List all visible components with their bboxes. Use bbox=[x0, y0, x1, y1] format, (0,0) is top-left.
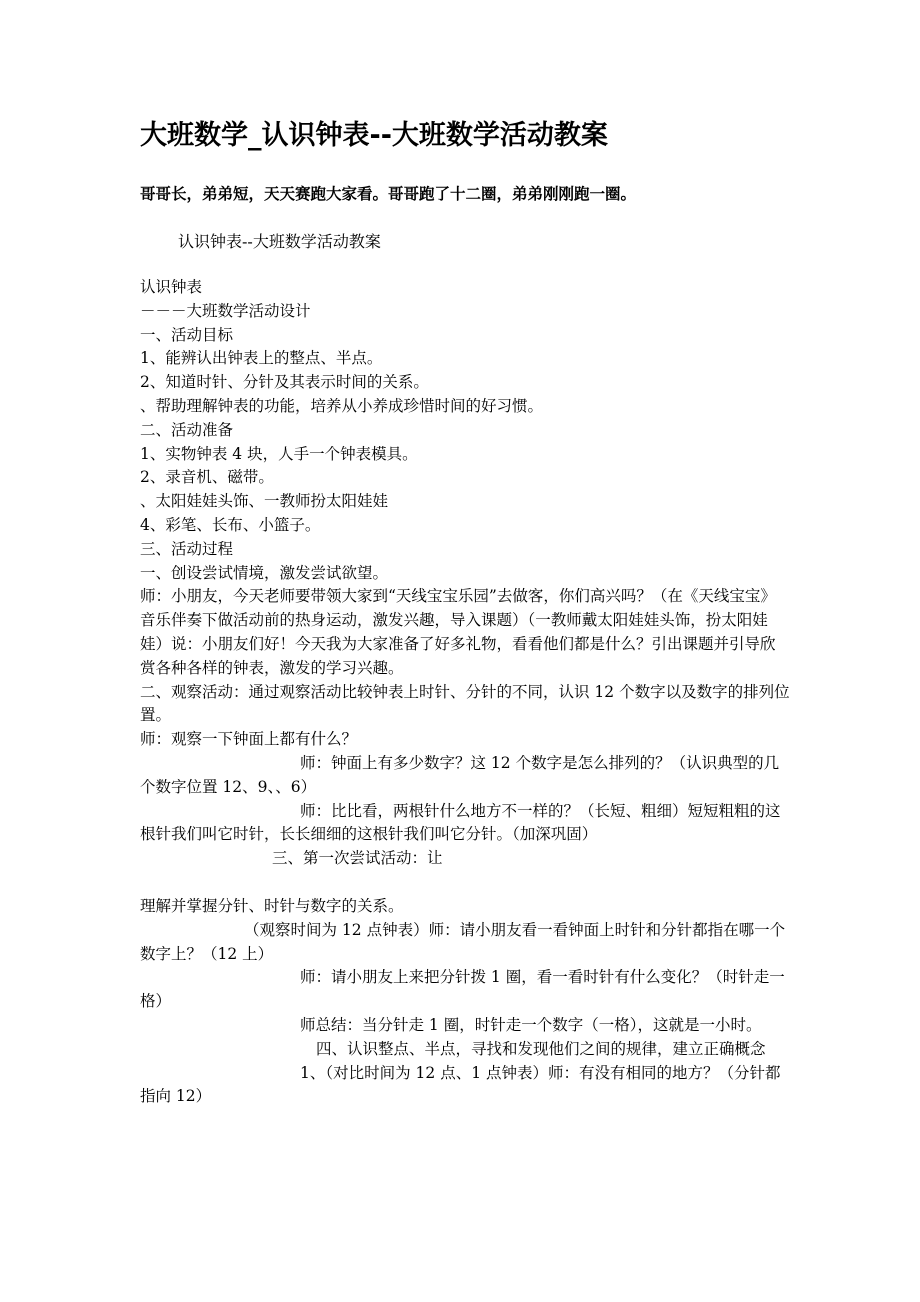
list-item: 、帮助理解钟表的功能，培养从小养成珍惜时间的好习惯。 bbox=[140, 396, 544, 415]
riddle-line: 哥哥长，弟弟短，天天赛跑大家看。哥哥跑了十二圈，弟弟刚刚跑一圈。 bbox=[140, 185, 637, 203]
list-item: 2、知道时针、分针及其表示时间的关系。 bbox=[140, 373, 429, 392]
document-subtitle: 认识钟表--大班数学活动教案 bbox=[178, 232, 381, 251]
paragraph: 师总结：当分针走 1 圈，时针走一个数字（一格），这就是一小时。 bbox=[300, 1015, 762, 1034]
list-item: 、太阳娃娃头饰、一教师扮太阳娃娃 bbox=[140, 492, 389, 511]
paragraph: 二、观察活动：通过观察活动比较钟表上时针、分针的不同，认识 12 个数字以及数字的排列位置。 bbox=[140, 682, 790, 725]
list-item: 1、能辨认出钟表上的整点、半点。 bbox=[140, 349, 383, 368]
paragraph: （观察时间为 12 点钟表）师：请小朋友看一看钟面上时针和分针都指在哪一个数字上？（12 上） bbox=[140, 920, 786, 963]
list-item: 1、实物钟表 4 块，人手一个钟表模具。 bbox=[140, 444, 418, 463]
paragraph: 一、创设尝试情境，激发尝试欲望。 bbox=[140, 563, 389, 582]
paragraph: 四、认识整点、半点，寻找和发现他们之间的规律，建立正确概念 bbox=[316, 1039, 766, 1058]
list-item: 4、彩笔、长布、小篮子。 bbox=[140, 515, 321, 534]
paragraph: 认识钟表 bbox=[140, 278, 203, 296]
section-heading: 三、活动过程 bbox=[140, 539, 234, 558]
paragraph: 师：钟面上有多少数字？这 12 个数字是怎么排列的？（认识典型的几个数字位置 12、9、、6） bbox=[140, 753, 780, 796]
section-heading: 二、活动准备 bbox=[140, 420, 234, 439]
paragraph: 师：观察一下钟面上都有什么？ bbox=[140, 730, 358, 749]
paragraph: 师：请小朋友上来把分针拨 1 圈，看一看时针有什么变化？（时针走一格） bbox=[140, 968, 785, 1011]
paragraph: 1、（对比时间为 12 点、1 点钟表）师：有没有相同的地方？（分针都指向 12） bbox=[140, 1063, 781, 1106]
paragraph: －－－大班数学活动设计 bbox=[140, 301, 311, 320]
list-item: 2、录音机、磁带。 bbox=[140, 468, 274, 487]
paragraph: 理解并掌握分针、时针与数字的关系。 bbox=[140, 896, 404, 915]
blank-line bbox=[140, 871, 790, 895]
paragraph: 师：比比看，两根针什么地方不一样的？（长短、粗细）短短粗粗的这根针我们叫它时针，长长细细的这根针我们叫它分针。（加深巩固） bbox=[140, 801, 781, 844]
document-body bbox=[140, 276, 790, 1109]
document-title: 大班数学_认识钟表--大班数学活动教案 bbox=[140, 120, 608, 151]
paragraph: 师：小朋友，今天老师要带领大家到“天线宝宝乐园”去做客，你们高兴吗？（在《天线宝宝》音乐伴奏下做活动前的热身运动，激发兴趣，导入课题）（一教师戴太阳娃娃头饰，扮太阳娃娃）说：小朋友们好！今天我为大家准备了好多礼物，看看他们都是什么？引出课题并引导欣赏各种各样的钟表，激发的学习兴趣。 bbox=[140, 587, 776, 677]
paragraph: 三、第一次尝试活动：让 bbox=[272, 849, 443, 868]
section-heading: 一、活动目标 bbox=[140, 325, 234, 344]
